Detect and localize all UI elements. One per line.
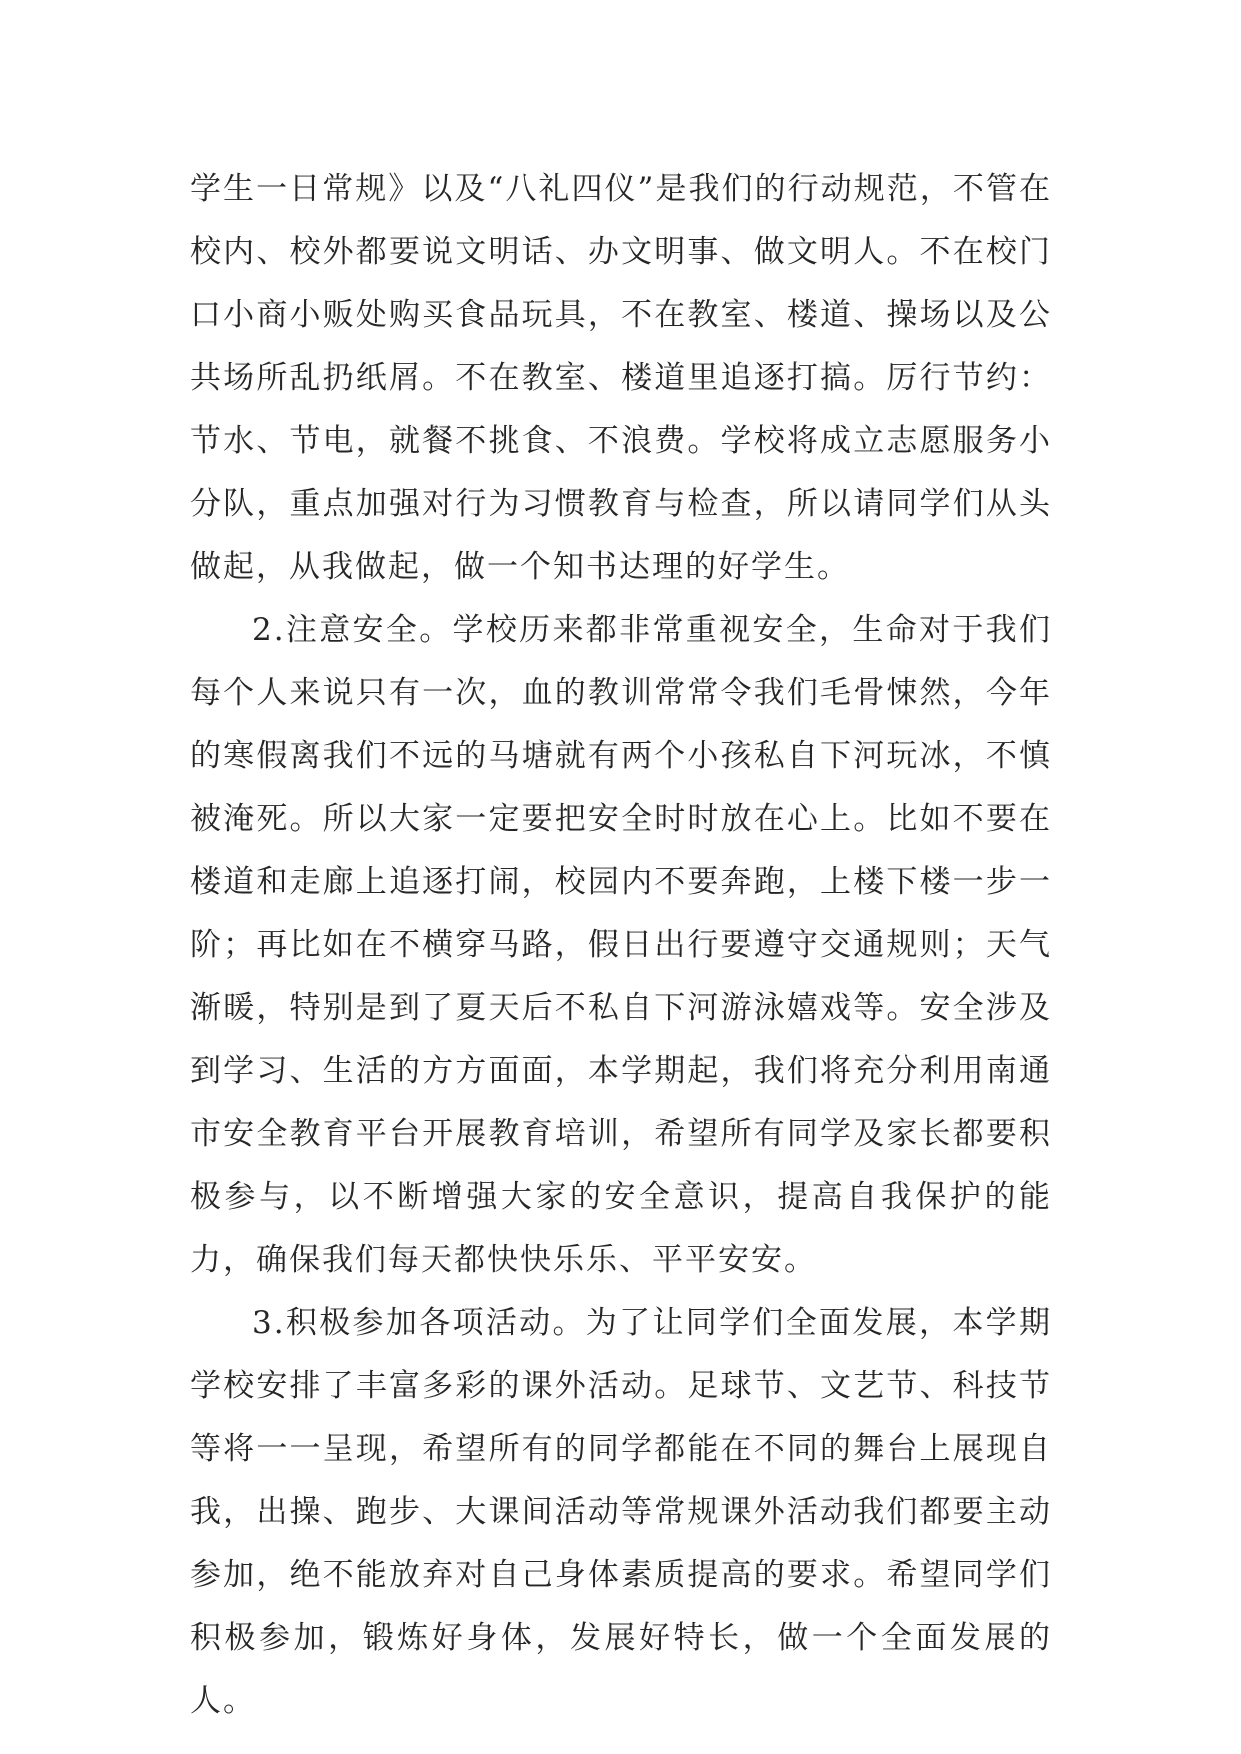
document-body <box>190 158 1052 1733</box>
paragraph-safety: 2.注意安全。学校历来都非常重视安全，生命对于我们每个人来说只有一次，血的教训常常令我们毛骨悚然，今年的寒假离我们不远的马塘就有两个小孩私自下河玩冰，不慎被淹死。所以大家一定要把安全时时放在心上。比如不要在楼道和走廊上追逐打闹，校园内不要奔跑，上楼下楼一步一阶；再比如在不横穿马路，假日出行要遵守交通规则；天气渐暖，特别是到了夏天后不私自下河游泳嬉戏等。安全涉及到学习、生活的方方面面，本学期起，我们将充分利用南通市安全教育平台开展教育培训，希望所有同学及家长都要积极参与，以不断增强大家的安全意识，提高自我保护的能力，确保我们每天都快快乐乐、平平安安。 <box>190 612 1052 1278</box>
paragraph-activities: 3.积极参加各项活动。为了让同学们全面发展，本学期学校安排了丰富多彩的课外活动。足球节、文艺节、科技节等将一一呈现，希望所有的同学都能在不同的舞台上展现自我，出操、跑步、大课间活动等常规课外活动我们都要主动参加，绝不能放弃对自己身体素质提高的要求。希望同学们积极参加，锻炼好身体，发展好特长，做一个全面发展的人。 <box>190 1305 1052 1719</box>
paragraph-continuation: 学生一日常规》以及“八礼四仪”是我们的行动规范，不管在校内、校外都要说文明话、办文明事、做文明人。不在校门口小商小贩处购买食品玩具，不在教室、楼道、操场以及公共场所乱扔纸屑。不在教室、楼道里追逐打搞。厉行节约：节水、节电，就餐不挑食、不浪费。学校将成立志愿服务小分队，重点加强对行为习惯教育与检查，所以请同学们从头做起，从我做起，做一个知书达理的好学生。 <box>190 171 1052 585</box>
